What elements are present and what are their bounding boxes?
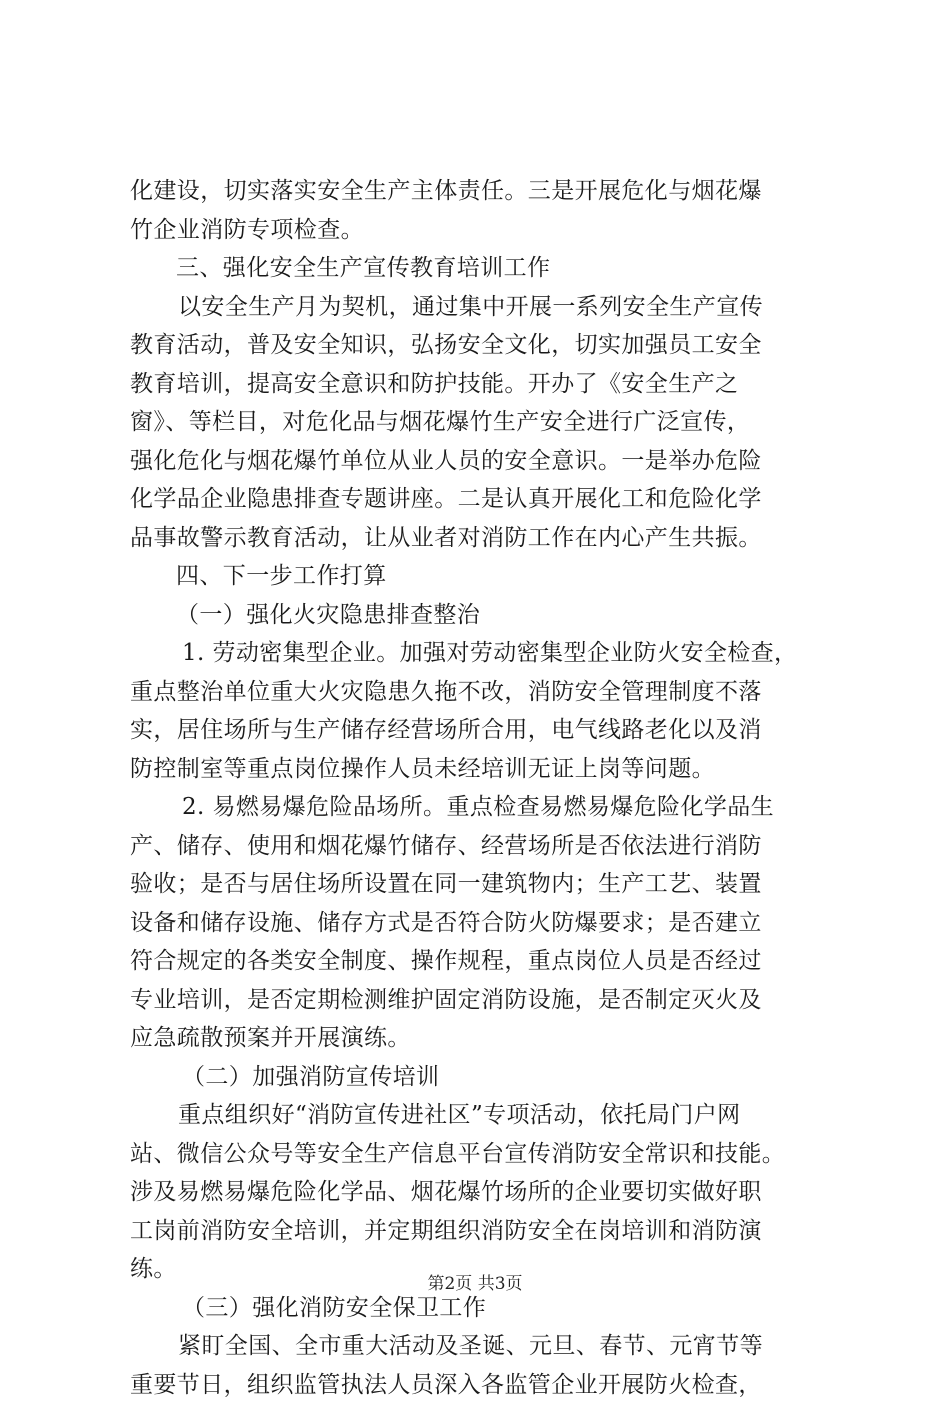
paragraph-line: 练。 bbox=[130, 1250, 830, 1289]
paragraph-line: 以安全生产月为契机，通过集中开展一系列安全生产宣传 bbox=[130, 288, 830, 327]
subsection-heading: （二）加强消防宣传培训 bbox=[130, 1058, 830, 1097]
paragraph-line: 专业培训，是否定期检测维护固定消防设施，是否制定灭火及 bbox=[130, 981, 830, 1020]
paragraph-line: 涉及易燃易爆危险化学品、烟花爆竹场所的企业要切实做好职 bbox=[130, 1173, 830, 1212]
paragraph-line: 品事故警示教育活动，让从业者对消防工作在内心产生共振。 bbox=[130, 519, 830, 558]
paragraph-line: 重要节日，组织监管执法人员深入各监管企业开展防火检查， bbox=[130, 1366, 830, 1404]
paragraph-line: 符合规定的各类安全制度、操作规程，重点岗位人员是否经过 bbox=[130, 942, 830, 981]
paragraph-line: 化学品企业隐患排查专题讲座。二是认真开展化工和危险化学 bbox=[130, 480, 830, 519]
paragraph-line: 设备和储存设施、储存方式是否符合防火防爆要求；是否建立 bbox=[130, 904, 830, 943]
paragraph-line: 强化危化与烟花爆竹单位从业人员的安全意识。一是举办危险 bbox=[130, 442, 830, 481]
paragraph-line: 工岗前消防安全培训，并定期组织消防安全在岗培训和消防演 bbox=[130, 1212, 830, 1251]
subsection-heading: （一）强化火灾隐患排查整治 bbox=[130, 596, 830, 635]
paragraph-line: 紧盯全国、全市重大活动及圣诞、元旦、春节、元宵节等 bbox=[130, 1327, 830, 1366]
paragraph-line: 窗》、等栏目，对危化品与烟花爆竹生产安全进行广泛宣传， bbox=[130, 403, 830, 442]
paragraph-line: 1. 劳动密集型企业。加强对劳动密集型企业防火安全检查， bbox=[130, 634, 830, 673]
paragraph-line: 教育培训，提高安全意识和防护技能。开办了《安全生产之 bbox=[130, 365, 830, 404]
paragraph-line: 重点整治单位重大火灾隐患久拖不改，消防安全管理制度不落 bbox=[130, 673, 830, 712]
paragraph-line: 教育活动，普及安全知识，弘扬安全文化，切实加强员工安全 bbox=[130, 326, 830, 365]
paragraph-line: 验收；是否与居住场所设置在同一建筑物内；生产工艺、装置 bbox=[130, 865, 830, 904]
paragraph-line: 产、储存、使用和烟花爆竹储存、经营场所是否依法进行消防 bbox=[130, 827, 830, 866]
paragraph-line: 站、微信公众号等安全生产信息平台宣传消防安全常识和技能。 bbox=[130, 1135, 830, 1174]
paragraph-line: 重点组织好“消防宣传进社区”专项活动，依托局门户网 bbox=[130, 1096, 830, 1135]
paragraph-line: 2. 易燃易爆危险品场所。重点检查易燃易爆危险化学品生 bbox=[130, 788, 830, 827]
section-heading: 四、下一步工作打算 bbox=[130, 557, 830, 596]
paragraph-line: 应急疏散预案并开展演练。 bbox=[130, 1019, 830, 1058]
subsection-heading: （三）强化消防安全保卫工作 bbox=[130, 1289, 830, 1328]
paragraph-line: 竹企业消防专项检查。 bbox=[130, 211, 830, 250]
paragraph-line: 化建设，切实落实安全生产主体责任。三是开展危化与烟花爆 bbox=[130, 172, 830, 211]
paragraph-line: 实，居住场所与生产储存经营场所合用，电气线路老化以及消 bbox=[130, 711, 830, 750]
document-body bbox=[130, 172, 830, 1404]
section-heading: 三、强化安全生产宣传教育培训工作 bbox=[130, 249, 830, 288]
page-number-footer: 第2页 共3页 bbox=[0, 1272, 950, 1296]
paragraph-line: 防控制室等重点岗位操作人员未经培训无证上岗等问题。 bbox=[130, 750, 830, 789]
